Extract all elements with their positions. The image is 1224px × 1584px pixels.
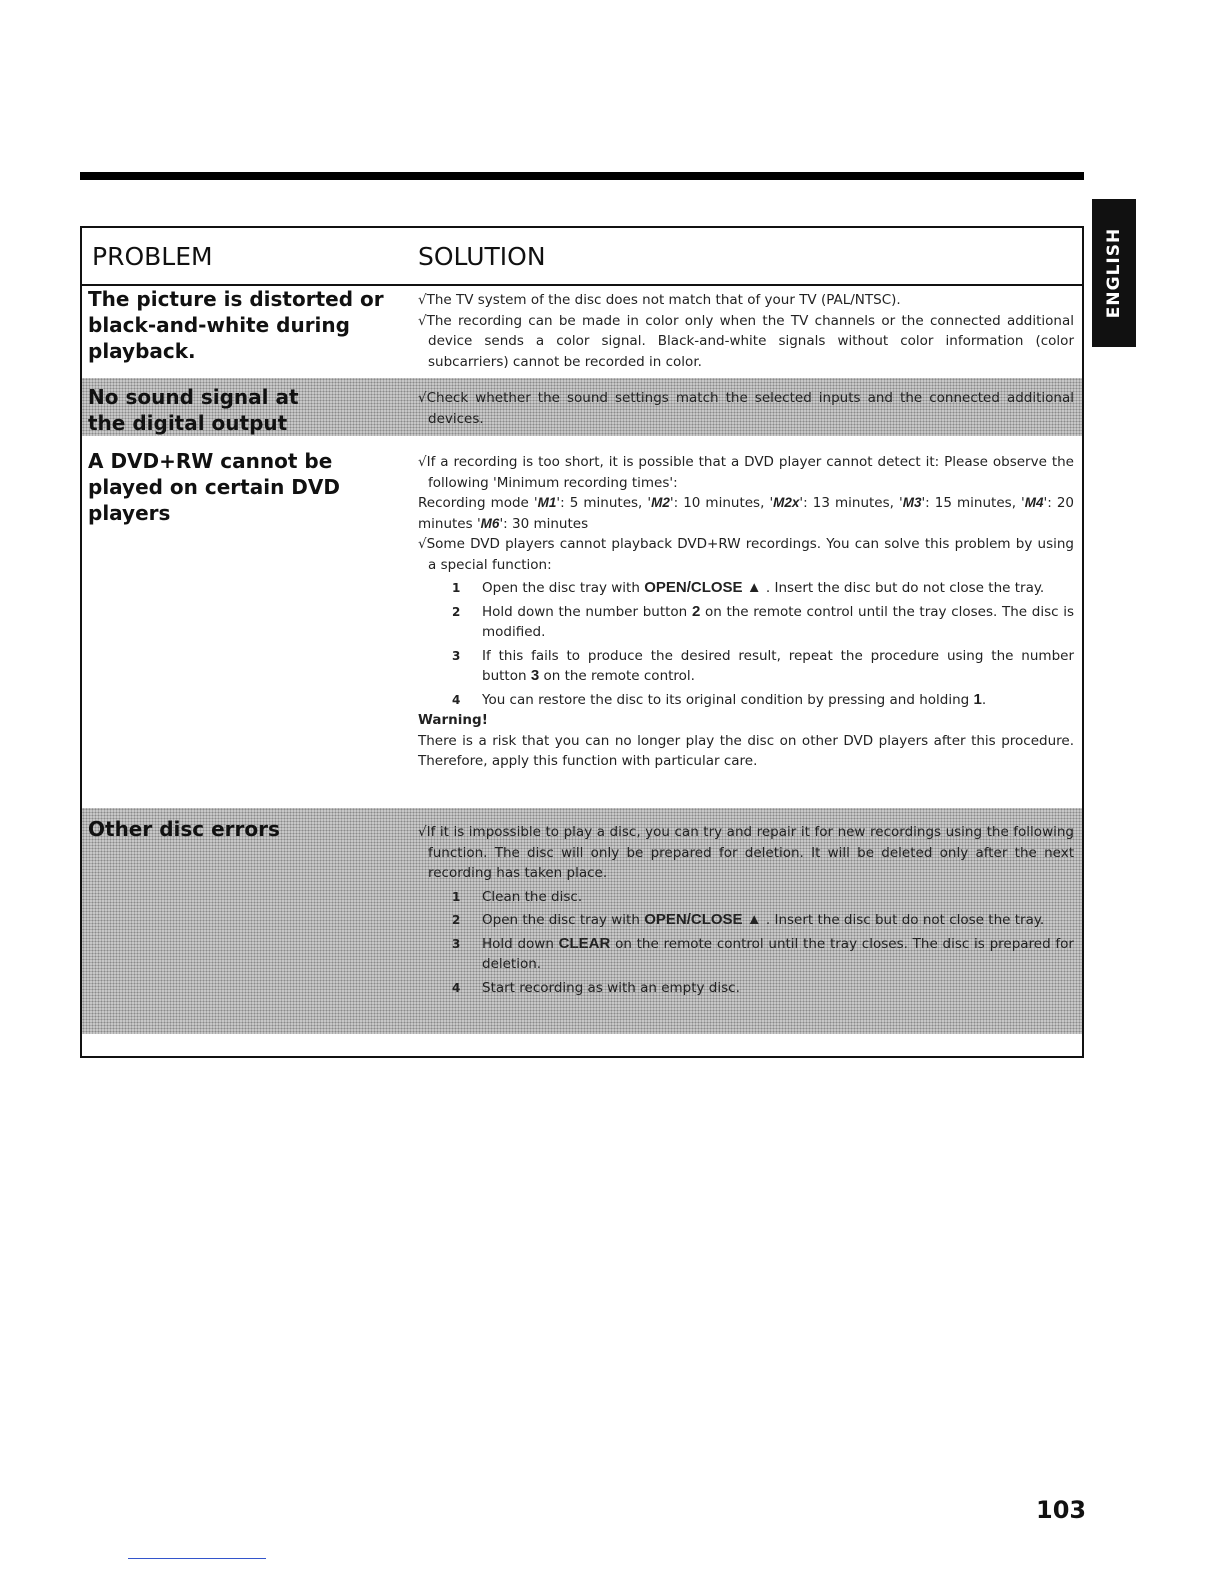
- step-item: 1 Open the disc tray with OPEN/CLOSE ▲ . Insert the disc but do not close the tray.: [452, 579, 1045, 596]
- solution-item: √The TV system of the disc does not match that of your TV (PAL/NTSC).: [418, 292, 901, 308]
- solution-text: [418, 452, 1074, 772]
- solution-text: [418, 822, 1074, 998]
- problem-text: A DVD+RW cannot be played on certain DVD players: [88, 449, 340, 525]
- table-row: [82, 808, 1082, 1034]
- page-number: 103: [1036, 1496, 1087, 1524]
- step-item: 4 You can restore the disc to its original condition by pressing and holding 1.: [452, 690, 987, 708]
- solution-text: [418, 290, 1074, 372]
- step-item: 3 If this fails to produce the desired result, repeat the procedure using the number button 3 on the remote control.: [452, 647, 1074, 684]
- warning-text: There is a risk that you can no longer play the disc on other DVD players after this procedure. Therefore, apply this function with particular care.: [418, 732, 1074, 769]
- recording-modes: Recording mode 'M1': 5 minutes, 'M2': 10 minutes, 'M2x': 13 minutes, 'M3': 15 minutes, 'M4': 20 minutes 'M6': 30 minutes: [418, 495, 1075, 532]
- language-tab: [1092, 199, 1136, 347]
- solution-item: √If a recording is too short, it is possible that a DVD player cannot detect it: Please observe the following 'Minimum recording times':: [418, 454, 1074, 491]
- problem-text: Other disc errors: [88, 817, 280, 841]
- problem-column-header: PROBLEM: [92, 242, 213, 271]
- solution-item: √Check whether the sound settings match the selected inputs and the connected additional devices.: [418, 390, 1074, 427]
- table-row: [82, 378, 1082, 436]
- step-item: 2 Hold down the number button 2 on the remote control until the tray closes. The disc is modified.: [452, 602, 1075, 640]
- solution-item: √Some DVD players cannot playback DVD+RW recordings. You can solve this problem by using a special function:: [418, 536, 1074, 573]
- footer-link-line[interactable]: [128, 1558, 266, 1559]
- solution-text: [418, 388, 1074, 429]
- table-row: [82, 446, 1082, 806]
- table-row: [82, 286, 1082, 376]
- warning-title: Warning!: [418, 712, 488, 728]
- problem-text: The picture is distorted or black-and-white during playback.: [88, 287, 384, 363]
- step-item: 2 Open the disc tray with OPEN/CLOSE ▲ . Insert the disc but do not close the tray.: [452, 911, 1045, 928]
- solution-item: √If it is impossible to play a disc, you can try and repair it for new recordings using the following function. The disc will only be prepared for deletion. It will be deleted only after the next recording has taken place.: [418, 824, 1074, 881]
- solution-item: √The recording can be made in color only when the TV channels or the connected additional device sends a color signal. Black-and-white signals without color information (color subcarriers) cannot be recorded in color.: [418, 312, 1074, 370]
- step-item: 4 Start recording as with an empty disc.: [452, 979, 740, 996]
- troubleshooting-table: [80, 226, 1084, 1058]
- problem-text: No sound signal at the digital output: [88, 385, 299, 435]
- step-item: 1 Clean the disc.: [452, 888, 583, 905]
- language-tab-label: ENGLISH: [1104, 227, 1124, 319]
- solution-column-header: SOLUTION: [418, 242, 546, 271]
- top-rule: [80, 172, 1084, 180]
- step-item: 3 Hold down CLEAR on the remote control until the tray closes. The disc is prepared for deletion.: [452, 934, 1074, 972]
